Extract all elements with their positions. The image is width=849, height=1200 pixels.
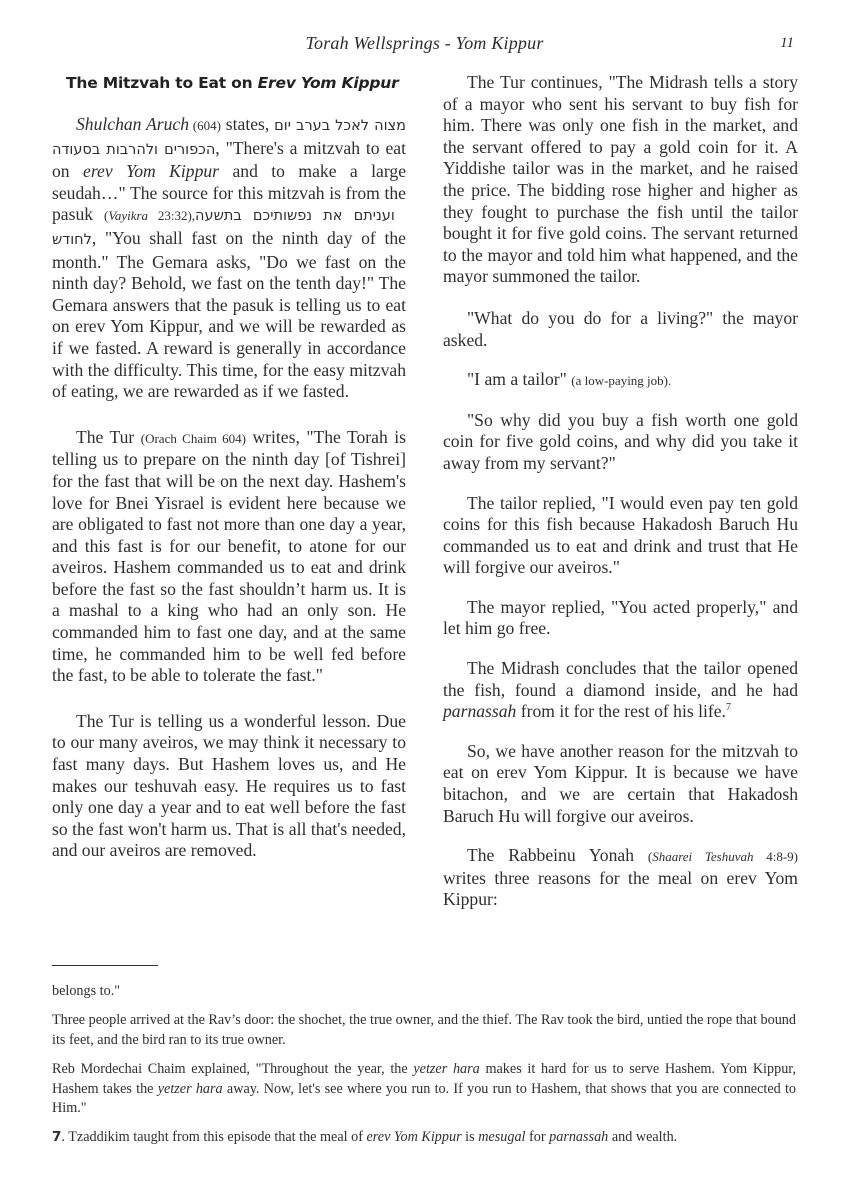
paragraph-mayor-replied: The mayor replied, "You acted properly," and let him go free. [443,596,798,639]
section-heading [66,72,406,94]
hebrew-quote: ועניתם את נפשותיכם בתשעה לחודש [52,208,406,248]
ref-paren: ( [647,849,653,865]
source-title: Shulchan Aruch [76,114,190,134]
text: writes, "The Torah is telling us to prepare on the ninth day [of Tishrei] for the fast that will be on the next day. Hashem's love for Bnei Yisrael is evident here because we are obligated to fast not more than one day a year, and this fast is for our benefit, to atone for our aveiros. Hashem commanded us to eat and drink before the fast so the fast shouldn’t harm us. It is a mashal to a king who had an only son. He commanded him to fast one day, and at the same time, he commanded him to be well fed before the fast, to be able to tolerate the fast." [52,426,406,686]
heading-text: The Mitzvah to Eat on [66,74,258,92]
italic-term: erev Yom Kippur [366,1129,462,1146]
paragraph-shulchan-aruch [52,114,406,403]
italic-term: parnassah [443,701,517,722]
text: , "You shall fast on the ninth day of the month." The Gemara asks, "Do we fast on the ninth day? Behold, we fast on the tenth day!" The Gemara answers that the pasuk is telling us to eat on erev Yom Kippur, and we will be rewarded as if we fasted. A reward is generally in accordance with the difficulty. This time, for the easy mitzvah of eating, we are rewarded as if we fasted. [52,227,406,402]
text: away. Now, let's see where you run to. If you run to Hashem, that shows that you are connected to Him." [52,1080,796,1117]
paragraph-mayor-question: "So why did you buy a fish worth one gold coin for five gold coins, and why did you take it away from my servant?" [443,409,798,473]
page-number: 11 [780,35,794,51]
footnote-three-people: Three people arrived at the Rav’s door: the shochet, the true owner, and the thief. The Rav took the bird, untied the rope that bound its feet, and the bird ran to its true owner. [52,1012,796,1048]
text: "I am a tailor" [467,369,572,390]
text: states, [220,114,275,134]
italic-term: parnassah [549,1129,609,1146]
running-header [0,33,849,57]
footnote-number: 7 [52,1129,62,1146]
text: The Midrash concludes that the tailor opened the fish, found a diamond inside, and he had [443,658,798,700]
hebrew-quote: מצוה לאכל בערב יום הכפורים ולהרבות בסעודה [52,118,406,158]
ref-paren: ( [104,208,109,224]
footnote-continuation: belongs to." [52,983,121,999]
text: for [525,1129,550,1146]
text: makes it hard for us to serve Hashem. Yom Kippur, Hashem takes the [52,1061,796,1097]
italic-term: mesugal [478,1129,526,1146]
source-ref: (Orach Chaim 604) [140,430,246,446]
ref-verse: 23:32), [148,208,196,224]
footnote-reb-mordechai [52,1060,796,1118]
running-title: Torah Wellsprings - Yom Kippur [305,33,544,53]
aside: (a low-paying job). [571,373,672,389]
right-column [443,72,798,935]
text: writes three reasons for the meal on erev Yom Kippur: [443,867,798,910]
footnote-ref-7[interactable]: 7 [725,702,731,714]
source-ref: (604) [189,118,221,133]
paragraph-tailor-answer [443,369,798,392]
paragraph-midrash-story: The Tur continues, "The Midrash tells a story of a mayor who sent his servant to buy fish for him. There was only one fish in the market, and the servant offered to pay a gold coin for it. A Yiddishe tailor was in the market, and he raised the price. The bidding rose higher and higher as they fought to purchase the fish until the tailor bought it for five gold coins. The servant returned to the mayor and told him what happened, and the mayor summoned the tailor. [443,72,798,287]
paragraph-midrash-concludes [443,658,798,723]
paragraph-rabbeinu-yonah [443,845,798,911]
text: The Tur [76,426,141,447]
footnotes [52,982,796,1158]
footnote-divider [52,965,158,966]
text: The Rabbeinu Yonah [467,845,648,866]
text: and wealth. [608,1129,678,1146]
text: Reb Mordechai Chaim explained, "Throughout the year, the [52,1061,414,1078]
italic-term: yetzer hara [157,1080,223,1097]
paragraph-mayor-asks: "What do you do for a living?" the mayor asked. [443,307,798,350]
footnote-7 [52,1128,796,1147]
ref-book: Vayikra [108,208,149,224]
paragraph-tur-writes [52,427,406,687]
paragraph-bitachon: So, we have another reason for the mitzvah to eat on erev Yom Kippur. It is because we have bitachon, and we are certain that Hakadosh Baruch Hu will forgive our aveiros. [443,740,798,826]
italic-term: yetzer hara [413,1061,480,1078]
ref-book: Shaarei Teshuvah [652,849,754,865]
text: from it for the rest of his life. [516,701,726,722]
left-column [52,72,406,886]
text: and to make a large seudah…" The source for this mitzvah is from the pasuk [52,161,407,225]
text: is [461,1129,479,1146]
italic-term: erev Yom Kippur [83,161,220,182]
text: . Tzaddikim taught from this episode that the meal of [61,1129,367,1146]
ref-verse: 4:8-9) [753,849,798,865]
paragraph-wonderful-lesson: The Tur is telling us a wonderful lesson. Due to our many aveiros, we may think it necessary to fast many days. But Hashem loves us, and He makes our teshuvah easy. He requires us to fast only one day a year and to eat well before the fast so the fast won't harm us. That is all that's needed, and our aveiros are removed. [52,710,406,861]
heading-italic: Erev Yom Kippur [257,74,399,92]
text: , "There's a mitzvah to eat on [52,137,406,182]
paragraph-tailor-replied: The tailor replied, "I would even pay ten gold coins for this fish because Hakadosh Baruch Hu commanded us to eat and drink and trust that He will forgive our aveiros." [443,492,798,578]
